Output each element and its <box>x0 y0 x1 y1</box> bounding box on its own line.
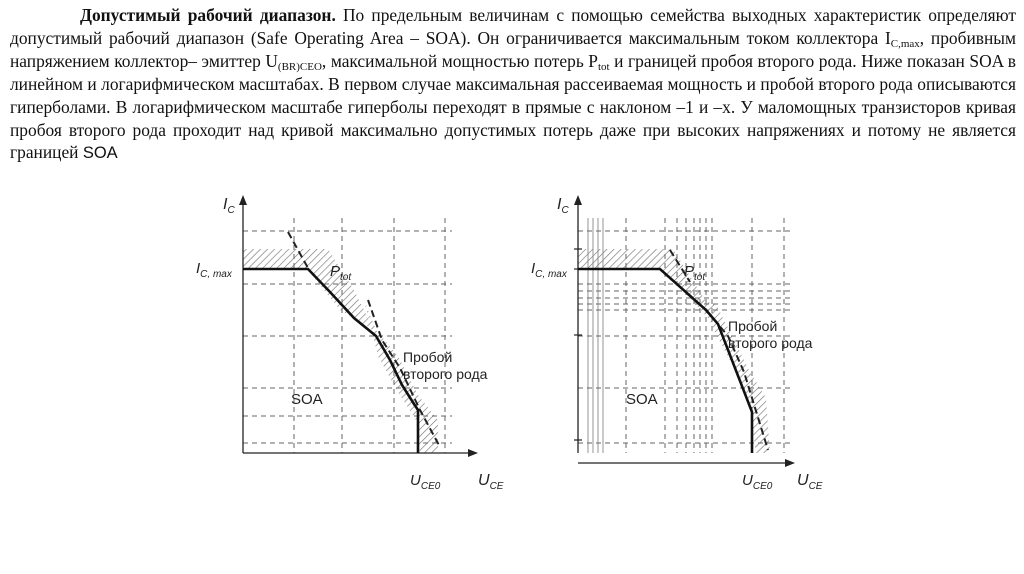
log-breakdown-label-1: Пробой <box>728 318 778 334</box>
ptot-label: $P_{tot}$ <box>330 263 352 283</box>
uce0-label: $U_{CE0}$ <box>410 472 441 492</box>
ic-max-subscript: C,max <box>890 37 920 50</box>
sentence-5: SOA <box>82 144 118 163</box>
x-axis-label: $U_{CE}$ <box>478 472 504 492</box>
ptot-subscript: tot <box>597 60 610 73</box>
log-x-axis-label: $U_{CE}$ <box>797 472 823 492</box>
ic-max-label: $I_{C, max}$ <box>196 260 232 280</box>
log-soa-region-label: SOA <box>626 391 658 408</box>
log-y-axis-label: $I_C$ <box>557 196 569 216</box>
sentence-4: и границей пробоя второго рода. Ниже показан SOA в линейном и логарифмическом масштабах. В первом случае максимальная рассеиваемая мощность и пробой второго рода описываются гиперболами. В логарифмическом масштабе гиперболы переходят в прямые с наклоном –1 и –x. У маломощных транзисторов кривая пробоя второго рода проходит над кривой максимально допустимых потерь даже при высоких напряжениях и потому не является границей <box>10 50 1017 163</box>
log-breakdown-label-2: второго рода <box>728 335 813 351</box>
breakdown-label-2: второго рода <box>403 366 488 382</box>
soa-region-label: SOA <box>291 391 323 408</box>
breakdown-label-1: Пробой <box>403 349 453 365</box>
sentence-1: По предельным величинам с помощью семейства выходных характеристик определяют допустимый рабочий диапазон (Safe Operating Area – SOA). Он ограничивается максимальным током коллектора I <box>10 5 1016 48</box>
y-axis-label: $I_C$ <box>223 196 235 216</box>
sentence-3: , максимальной мощностью потерь P <box>321 50 598 71</box>
sentence-2: , пробивным напряжением коллектор– эмиттер U <box>10 27 1016 71</box>
linear-soa-chart <box>196 196 504 492</box>
log-soa-chart <box>531 196 823 492</box>
ptot-hatch <box>307 249 374 330</box>
log-ic-max-label: $I_{C, max}$ <box>531 260 567 280</box>
u-br-subscript: (BR)CEO <box>277 60 322 73</box>
log-uce0-label: $U_{CE0}$ <box>742 472 773 492</box>
paragraph-heading: Допустимый рабочий диапазон. <box>80 5 336 25</box>
log-ptot-label: $P_{tot}$ <box>684 263 706 283</box>
